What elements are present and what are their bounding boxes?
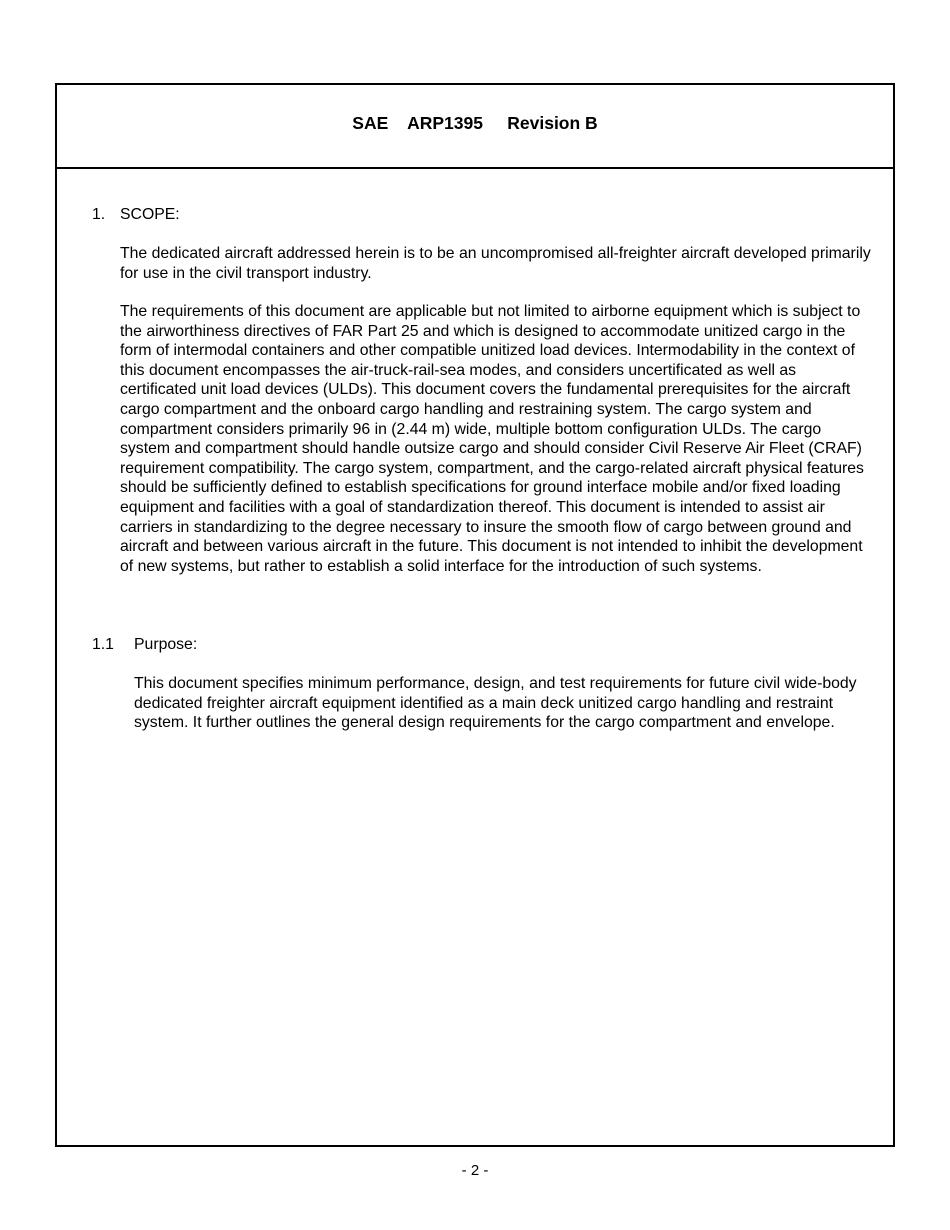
- section-1-number: 1.: [92, 206, 106, 223]
- section-1-paragraph-2: The requirements of this document are applicable but not limited to airborne equipment which is subject to the airworthiness directives of FAR Part 25 and which is designed to accommodate unitized cargo in the form of intermodal containers and other compatible unitized load devices. Intermodability in the context of this document encompasses the air-truck-rail-sea modes, and considers uncertificated as well as certificated unit load devices (ULDs). This document covers the fundamental prerequisites for the aircraft cargo compartment and the onboard cargo handling and restraining system. The cargo system and compartment considers primarily 96 in (2.44 m) wide, multiple bottom configuration ULDs. The cargo system and compartment should handle outsize cargo and should consider Civil Reserve Air Fleet (CRAF) requirement compatibility. The cargo system, compartment, and the cargo-related aircraft physical features should be sufficiently defined to establish specifications for ground interface mobile and/or fixed loading equipment and facilities with a goal of standardization thereof. This document is intended to assist air carriers in standardizing to the degree necessary to insure the smooth flow of cargo between ground and aircraft and between various aircraft in the future. This document is not intended to inhibit the development of new systems, but rather to establish a solid interface for the introduction of such systems.: [120, 303, 864, 575]
- page-number: - 2 -: [461, 1162, 489, 1179]
- page-frame: [55, 83, 895, 1147]
- document-title: SAE ARP1395 Revision B: [352, 113, 598, 133]
- section-1-1-number: 1.1: [92, 636, 114, 653]
- section-1-paragraph-1: The dedicated aircraft addressed herein is to be an uncompromised all-freighter aircraft developed primarily for use in the civil transport industry.: [120, 245, 871, 282]
- section-1-title: SCOPE:: [120, 206, 180, 223]
- section-1-1-paragraph: This document specifies minimum performance, design, and test requirements for future civil wide-body dedicated freighter aircraft equipment identified as a main deck unitized cargo handling and restraint system. It further outlines the general design requirements for the cargo compartment and envelope.: [134, 675, 857, 732]
- document-header: [57, 85, 893, 169]
- section-1-1-title: Purpose:: [134, 636, 198, 653]
